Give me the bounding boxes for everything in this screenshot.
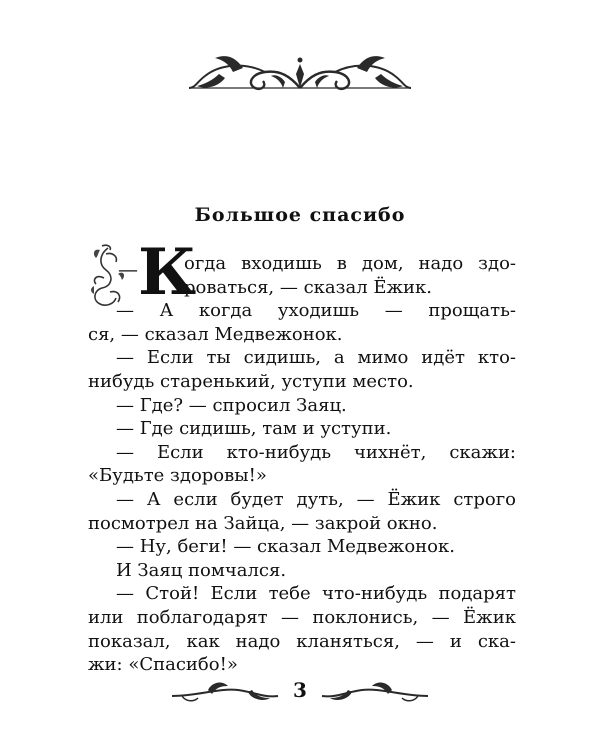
text-line: роваться, — сказал Ёжик. xyxy=(184,276,433,298)
opening-dash: — xyxy=(118,257,138,281)
text-line: — А когда уходишь — прощать- xyxy=(116,300,516,322)
text-line: И Заяц помчался. xyxy=(116,559,287,581)
text-line: — Где сидишь, там и уступи. xyxy=(116,418,392,440)
chapter-title: Большое спасибо xyxy=(194,204,406,226)
drop-cap-letter: К xyxy=(138,235,197,310)
text-line: или поблагодарят — поклонись, — Ёжик xyxy=(88,606,516,628)
text-line: ся, — сказал Медвежонок. xyxy=(88,323,343,345)
opening-paragraph xyxy=(88,235,516,310)
text-line: — Стой! Если тебе что-нибудь подарят xyxy=(116,583,516,605)
text-line: нибудь старенький, уступи место. xyxy=(88,370,414,392)
text-line: — Если кто-нибудь чихнёт, скажи: xyxy=(116,441,516,463)
page-number: 3 xyxy=(293,678,307,702)
text-line: показал, как надо кланяться, — и ска- xyxy=(88,630,516,652)
text-line: «Будьте здоровы!» xyxy=(88,465,267,487)
text-line: посмотрел на Зайца, — закрой окно. xyxy=(88,512,438,534)
text-line: жи: «Спасибо!» xyxy=(88,654,238,676)
story-text xyxy=(88,235,516,677)
text-line: — А если будет дуть, — Ёжик строго xyxy=(116,488,516,510)
top-ornament-icon xyxy=(185,48,415,98)
text-line: — Если ты сидишь, а мимо идёт кто- xyxy=(116,347,516,369)
text-line: — Ну, беги! — сказал Медвежонок. xyxy=(116,536,455,558)
text-line: — Где? — спросил Заяц. xyxy=(116,394,347,416)
text-line: огда входишь в дом, надо здо- xyxy=(184,253,516,274)
